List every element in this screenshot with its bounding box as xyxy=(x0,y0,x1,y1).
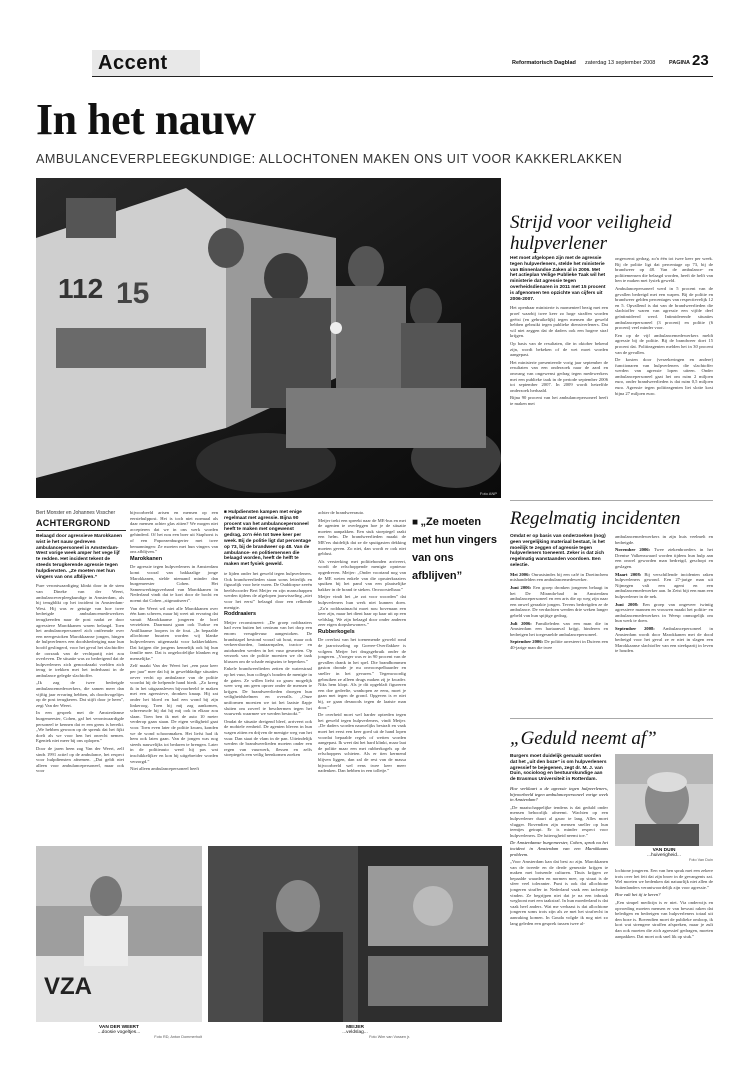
incident-text: Een groep van ongeveer twintig agressieve mannen en vrouwen maakt het politie- en ambulancemedewerkers in Weesp onmogelijk om hun werk te doen. xyxy=(615,601,713,624)
paragraph: „Ik zag de twee bedreigde ambulancemedewerkers, die samen meer dan vijftig jaar ervaring hebben, als doodsvogeltjes op de post terugkeren. Dat stijft door je heen”, zegt Van der Weert. xyxy=(36,680,124,708)
paragraph: Het ministerie presenteerde vorig jaar september de resultaten van een onderzoek naar de aard en omvang van ongewenst gedrag tegen medewerkers met een publieke taak in de periode september 2006 tot september 2007. In 2009 wordt hetzelfde onderzoek herhaald. xyxy=(510,359,608,393)
incident-date: Maart 2008: xyxy=(615,571,642,577)
incident-item xyxy=(615,626,713,654)
background-col1 xyxy=(36,534,124,844)
meijer-caption xyxy=(300,1025,410,1039)
background-col1-body xyxy=(36,583,124,776)
incident-text: De politie arresteert in Duiven een 40-jarige man die twee xyxy=(510,639,608,650)
headline: In het nauw xyxy=(36,95,256,144)
paragraph: De kosten door (verzekeringen en andere) functionaren van hulpverleners die slachtoffer werden van agressie lopen uiteen. Onder ambulancepersoneel gaat het om ruim 2 miljoen euro, onder brandweerlieden is dat ruim 0,5 miljoen euro. Agressie tegen politieagenten liet slotte kost bijna 27 miljoen euro. xyxy=(615,357,713,396)
portrait-image xyxy=(615,754,713,846)
paragraph: Niet alleen ambulancepersoneel heeft xyxy=(130,766,199,772)
paragraph: Een op de vijf ambulancemedewerkers meldt agressie bij de politie. Bij de brandweer doet 15 procent dat. Politieagenten melden het in 30 procent van de gevallen. xyxy=(615,332,713,355)
square-bullet-icon: ■ xyxy=(412,517,421,528)
col3-lead-text: Hulpdiensten kampen met enige regelmaat met agressie. Bijna 90 procent van het ambulancepersoneel heeft te maken met ongewenst gedrag, zo'n één tot twee keer per week. Bij de politie ligt dat percentage op 73, bij de brandweer op 48. Van de ambulance- en politiemensen die belaagd worden, heeft de helft te maken met fysiek geweld. xyxy=(224,510,311,568)
article1-title: Strijd voor veiligheid hulpverlener xyxy=(510,212,672,254)
achtergrond-rule xyxy=(36,530,126,531)
incident-date: Mei 2006: xyxy=(510,571,530,577)
paragraph: Pure verontwaardiging klinkt door in de stem van Dineke van der Weert, ambulanceverpleegkundige in Amsterdam, als hij terugblikt op het incident in Amsterdam-West. Hij was er getuige van hoe twee bedreigde ambulancemedewerkers terugkeerden naar de post nadat ze door agressieve Marokkanen waren belaagd. Toen het ambulancepersoneel zich ontfermde over een neergestoken Marokkaanse jongen, hingen de hulpverleners een doodsbedreiging naar hun hoofd geslingerd, voor het geval het slachtoffer de oorzaak van de vechtpartij niet zou overleven. De situatie was zo bedreigend dat de hulpverleners zich genoodzaakt voelden zich terug te trekken met het inderhaast in de ambulance gelegde slachtoffer. xyxy=(36,583,124,678)
paragraph: De overheid moet wel harder optreden tegen het geweld tegen hulpverleners, vindt Meijer. „De daders worden nauwelijks bestraft en vaak moet het eerst een keer goed uit de hand lopen voordat bepaalde regels of wetten worden aangepast. Ik weet dat het hard klinkt, maar laat de politie maar een met rubberkogels op de relschoppers schieten. Als er tien kermend blijven liggen, dan zal de rest van de massa bijvoorbeeld wel eens twee keer meer nadenken. Dan hebben in een tolletje.” xyxy=(318,712,406,774)
paragraph: Meijer trekt een spreekt naar de ME-bus en met de agenten te overleggen hoe je de situatie moeten aanpakken. Een stuk stoeptegel raakt een helm. De brandweerlieden maakt de ME'ers duidelijk dat ze de spuitgasten dekking moeten geven. Zo niet, dan wordt er ook niet geblust. xyxy=(318,517,406,557)
meijer-quote: ...veldslag... xyxy=(342,1030,368,1035)
incident-item xyxy=(615,547,713,569)
paragraph: bijvoorbeeld artsen en mensen op een eerstehulppost. Het is toch niet normaal als daar mensen achter glas zitten? We mogen niet accepteren dat we in ons werk worden gehinderd. Of het nou een boer uit Staphorst is of een Papoeaenburgerter met twee bemanningen: Ze moeten met hun vingers van ons afblijven.” xyxy=(130,510,218,555)
article3-col2 xyxy=(615,868,713,1058)
byline: Bert Monster en Johannes Visscher xyxy=(36,510,116,516)
paragraph: In een gesprek met de Amsterdamse burgemeester, Cohen, gaf het verontwaardigde personeel te kennen dat er een grens is bereikt. „We hebben gewoon op de spreuk dat het fijkt doelt als we voor hen het onrecht nemen. Egeniek niet meer bij ons oplopen.” xyxy=(36,710,124,744)
subhead: Marokkanen xyxy=(130,555,163,562)
meijer-photo xyxy=(208,846,502,1022)
incident-item xyxy=(615,572,713,600)
incident-item xyxy=(615,602,713,624)
van-duin-name: VAN DUIN xyxy=(652,848,676,853)
article2-col1 xyxy=(510,534,608,714)
background-lead: Belaagd door agressieve Marokkanen wist ie het nauw gedreven ambulancepersoneel in Amsterdam-West vorige week amper het vege lijf te redden. Het incident tekent de steeds terugkerende agressie tegen hulpdiensten. „Ze moeten met hun vingers van ons afblijven.” xyxy=(36,534,123,580)
subheadline: AMBULANCEVERPLEEGKUNDIGE: ALLOCHTONEN MAKEN ONS UIT VOOR KAKKERLAKKEN xyxy=(36,152,623,166)
incident-text: ambulancemedewerkers in zijn huis veelmelt en bedreigde. xyxy=(615,534,713,545)
article2-col2 xyxy=(615,534,713,714)
incident-date: Juli 2006: xyxy=(510,620,532,626)
article1-col2 xyxy=(615,256,713,496)
incident-date: September 2008: xyxy=(615,625,655,631)
paragraph: Van der Weert wil niet alle Marokkanen over één kam scheren, maar hij weet uit ervaring dat vanuit Marokkaanse jongeren de boel verziekten. Daarnaast gaan ook Turkse en Antilliaanse loopers in de fout. „In bepaalde allochtone buurten worden wij blanke hulpverleners uitgemaakt voor kakkerlakken. Dat krijgen die jongens kennelijk ook bij hun familie mee. Dat is ongeloofelijke blanken erg menselijke.” xyxy=(130,605,218,661)
van-der-weert-photo xyxy=(36,846,202,1022)
incident-item xyxy=(510,639,608,650)
incident-text: Familieleden van een man die in Amsterdam een hartaanval krijgt, hinderen en bedreigen het toegesnelde ambulancepersoneel. xyxy=(510,620,608,637)
meijer-credit: Foto Wim van Vossen jr. xyxy=(369,1035,410,1039)
paragraph: ongewenst gedrag, zo'n één tot twee keer per week. Bij de politie ligt dat percentage op 73, bij de brandweer op 48. Van de ambulance- en politiemensen die belaagd worden, heeft de helft van hen te maken met fysiek geweld. xyxy=(615,256,713,284)
svg-text:15: 15 xyxy=(116,277,150,310)
background-col3 xyxy=(224,510,312,845)
incident-text: Ambulancepersoneel in Amsterdam wordt door Marokkanen met de dood bedreigd voor het geval ze er niet in slagen een Marokkaanse slachtoffer van een steekpartij in leven te houden. xyxy=(615,625,713,654)
page-label: PAGINA xyxy=(669,60,690,66)
paragraph: te lijden onder het geweld tegen hulpverleners. Ook brandweerlieden staan soms letterlijk en figuurlijk voor hete vuren. De Ouddorpse zeeën beeldvoorder Bert Meijer en zijn manschappen werden tijdens de afgelopen jaarwisseling „niet voor het eerst” belaagd door een relkende menigte. xyxy=(224,570,312,610)
van-der-weert-caption xyxy=(36,1025,202,1039)
header-rule xyxy=(92,76,713,77)
question: Hoe verklaart u de agressie tegen hulpverleners, bijvoorbeeld tegen ambulancepersoneel vorige week in Amsterdam? xyxy=(510,785,608,803)
question: De Amsterdamse burgemeester, Cohen, sprak na het incident in Amsterdam van een Marokkaans probleem. xyxy=(510,840,608,857)
paragraph: achter de brandweerauto. xyxy=(318,510,365,515)
article2-rule xyxy=(510,500,713,501)
van-duin-quote: ...huiverigheid... xyxy=(647,853,681,858)
section-title: Accent xyxy=(98,52,168,74)
van-der-weert-quote: ...doosie vogeltjes... xyxy=(97,1030,141,1035)
main-photo-credit: Foto ANP xyxy=(479,491,497,496)
incident-text: Bij verschillende incidenten raken hulpverleners gewond. Een 27-jarige man uit Nijmegen valt een agent en een ambulancemedewerker aan. In Zeist bijt een man een hulpverlener in de nek. xyxy=(615,571,713,599)
article2-col1-body xyxy=(510,572,608,653)
incident-item xyxy=(510,585,608,619)
incident-item xyxy=(615,534,713,545)
paragraph: Meijer vindt het „te zot voor woorden” dat hulpverleners hun werk niet kunnen doen. „Zo'n roddraaimacht moet nou bovenaan een keer zijn, maar het dient haar op kaar uit op een veldslag. We zijn belaagd door onder anderen zeer eigen dorpsbewoners.” xyxy=(318,594,406,628)
article3-lead: Burgers moet duidelijk gemaakt worden dat het „uit den boze” is om hulpverleners agressief te bejegenen, zegt dr. M. J. van Duin, socioloog en bestuurskundige aan de Erasmus Universiteit in Rotterdam. xyxy=(510,754,607,783)
background-col2 xyxy=(130,510,218,845)
article3-col1-body xyxy=(510,786,608,928)
page-number: 23 xyxy=(692,52,709,69)
van-duin-credit: Foto Van Duin xyxy=(689,858,713,862)
article3-rule xyxy=(510,718,713,719)
answer: lochtone jongeren. Een van hen sprak met een zekere trots over het feit dat zijn broer in de gevangenis zat. Wel moeten we bedenken dat natuurlijk niet allen de buitenlanders verantwoordelijk zijn voor agressie.” xyxy=(615,868,713,890)
article1-lead: Het moet afgelopen zijn met de agressie tegen hulpverleners, stelde het ministerie van Binnenlandse Zaken al in 2006. Met het actieplan Veilige Publieke Taak wil het ministerie dat agressie tegen overheidsdienaren in 2011 met 15 procent is afgenomen ten opzichte van cijfers uit 2006-2007. xyxy=(510,256,606,302)
paragraph: De agressie tegen hulpverleners in Amsterdam komt vooral van bakkaalige jonge Marokkanen, stelde niemand minder dan burgemeester Cohen. Het Samenwerkingsverband van Marokkanen in Nederland vindt dat te kort door de bocht en noemt dat Cohen „stigmatiseert”. xyxy=(130,564,218,603)
van-duin-caption xyxy=(615,848,713,862)
paragraph: Het openbaar ministerie is momenteel bezig met een proef waarbij twee keer zo hoge straffen worden geëist (en gebruikelijk) tegen mensen die geweld hebben gebruikt tegen publieke dienstverleners. Dat wil niet zeggen dat de daders ook een hogere straf krijgen. xyxy=(510,305,608,339)
van-der-weert-name: VAN DER WEERT xyxy=(99,1025,139,1030)
answer: „Voor Amsterdam kan dat best zo zijn. Marokkanen van de tweede en de derde generatie krijgen te maken met botsende culturen. Thuis krijgen ze bepaalde waarden en normen mee, op straat is de sfeer veel toleranter. Punt is ook dat allochtone jongeren straffer in Nederland vaak een tachertije vinden. Ze begrijpen niet dat je na een inbraak wegloont met een taakstraf. In hun moederland is dat vaak heel anders. Wat me verbaast is dat allochtone jongeren soms trots zijn als ze met het strafrecht in aanraking komen. In Gouda volgde ik nog niet zo lang geleden een gesprek tussen twee al- xyxy=(510,859,608,926)
incident-date: Juni 2006: xyxy=(510,584,532,590)
background-col3-body xyxy=(224,571,312,760)
incident-item xyxy=(510,621,608,638)
square-bullet-icon: ■ xyxy=(224,510,229,515)
answer: „Een simpel medicijn is er niet. Via onderwijs en opvoeding moeten mensen er van bewust raken dat beledigen en bedreigen van hulpverleners totaal uit den boze is. Bovendien moet de publieke omloop, ik kort wat strengere straffen afspreken, maar je zult dan ook moeten die zich agressief gedragen, moeten aanpakken. Dat moet ook snel lik op stuk.” xyxy=(615,899,713,939)
article2-title: Regelmatig incidenten xyxy=(510,508,681,529)
pullquote xyxy=(412,512,502,584)
paragraph: De overlast van het toenemende geweld rond de jaarwisseling op Goeree-Overflakkee is volgens Meijer het drugsgebruik onder de jongeren. „Vroeger was er in 90 procent van de gevallen drank in het spel. Die brandbommen gaston dronde je nu onvoorspelbaarder en sneller in het gevaren.” Tegenwoordig gebruiken ze alleen drugs maken zij je kwader. Niks hem klopt. Als je dit opgeblaft figureren een doe gedeelte, wanhopen ze eens, moet je gaan met tegen de grond. Opgeven is er niet bij, ze gaan desnoods tegen de laatste man door.” xyxy=(318,637,406,710)
van-duin-photo xyxy=(615,754,713,846)
svg-text:112: 112 xyxy=(58,273,104,304)
paragraph: Meijer reconstrueert: „De groep roddraaiers had even buiten het centrum van het dorp een enorm vreugdevuur aangestoken. De brandstapel bestond vooral uit hout, maar ook verkeersborden, lantaarnpalen, tractor- en autobanden werden in het vuur gesmeten. Op verzoek van de politie moesten we de taak blussen om de schade enigszins te beperken.” xyxy=(224,619,312,664)
meijer-name: MEIJER xyxy=(346,1025,364,1030)
article3-col1 xyxy=(510,754,608,1054)
background-col4 xyxy=(318,510,406,845)
incident-date: November 2006: xyxy=(615,547,651,553)
subhead: Roddraaiers xyxy=(224,611,257,618)
meijer-image xyxy=(208,846,502,1022)
ambulance-scene-image xyxy=(36,178,501,498)
incident-text: Twee ziekenbroeders in het Drentse Valkenswaard worden tijdens hun hulp aan een onwel geworden man bedreigd, geschopt en geslagen. xyxy=(615,547,713,569)
incident-item xyxy=(510,572,608,583)
incident-text: Een groep dronken jongeren belaagt in het De Miranda-bad in Amsterdam ambulancepersoneel en een arts die op weg zijn naar een onwel geraakte jongen. Tevens bedreigden ze de ambulance. De verdachten werden drie weken langer gebeld van hun spijtige gedrag. xyxy=(510,584,608,618)
article1-col1 xyxy=(510,256,608,496)
question: Hoe valt het tij te keren? xyxy=(615,892,661,898)
van-der-weert-image xyxy=(36,846,202,1022)
background-col3-lead xyxy=(224,510,312,568)
answer: „De maatschappelijke tendens is dat geduld onder mensen behoorlijk afneemt. Wachten op een hulpverlener duurt al gauw te lang. Alles moet vlugger. Bovendien zijn mensen sneller op hun teentjes getrapt. Er is minder respect voor hulpverleners. De luttersgheid neemt toe.” xyxy=(510,804,608,838)
pullquote-text: „Ze moeten met hun vingers van ons afblijven” xyxy=(412,516,497,582)
achtergrond-label: ACHTERGROND xyxy=(36,518,111,528)
article1-col1-body xyxy=(510,305,608,408)
van-der-weert-credit: Foto RD, Anton Dommerholt xyxy=(154,1035,202,1039)
paragraph: Enkele brandweerlieden zetten de waterstraal op het vuur, hun collega's bouden de menigte in de gaten. Ze willen liefst zo gauw mogelijk weer weg om geen oproer onder de mensen te krijgen. De brandweerlieden droegen hun veiligheidshelmen en overalls. „Onze uniformen moesten we tot het laatste flapje sluiten om zoveel te beschermen tegen het vuurwerk waarmee we werden bestookt.” xyxy=(224,666,312,717)
paragraph: Ambulancepersoneel werd in 5 procent van de gevallen bedreigd met een wapen. Bij de politie en brandweer gelden percentages van respectievelijk 12 en 5. Opvallend is dat van de brandweerlieden die slachtoffer waren van agressie een vijfde deel geïntimideerd werd. Intimiderende situaties ambulancepersoneel (3 procent) en politie (6 procent) veel minder voor. xyxy=(615,285,713,331)
newspaper-name: Reformatorisch Dagblad xyxy=(512,60,576,66)
paragraph: Zelf maakt Van der Weert het „een paar keer per jaar” mee dat hij in gewelddadige situaties oever vecht op ambulance van de politie voordat hij de helpende hand biedt. „Zo kreeg ik in het uitgaansleven bijvoorbeeld te maken met een agressieve, dronken knaap. Hij zat onder het bloed en had een wond bij zijn linkeroog. Toen hij mij zag aankomen, schreeuwde hij dat hij mij ook in elkaar zou slaan. Toen ben ik met de auto 10 meter verderop gaan staan. De eigen veiligheid gaat voor. Toen even later de politie kwam, konden we de wond schoonmaken. Het liefst had ik hem ook laten gaan. Van de jongen was nog steeds nauwelijks tot bedaren te brengen. Later in de politieauto werd hij pas wat inschikkelijker en kon hij uitgebreider worden verzorgd.” xyxy=(130,663,218,764)
main-photo xyxy=(36,178,501,498)
paragraph: Door de jaren heen zag Van der Weert, zelf sinds 1991 actief op de ambulance, het respect voor hulpdiensten afnemen. „Dat geldt niet alleen voor ambulancepersoneel, maar ook voor xyxy=(36,746,124,774)
paragraph: Als versterking met politiehonden arriveert, wordt de relschoppende menigte opnieuw opgedreven. Meijer: „Onder voortand nog van de ME weten enkele van die opruierkraaiers spuiken bij het pand van een plaatselijke bakker in de brand te steken. Onvoorstelbaar.” xyxy=(318,558,406,592)
paragraph: Omdat de situatie dreigend bleef, arriveert ook de mobiele eenheid. De agenten bleven in hun wagen zitten en drijven de menigte weg van het vuur. Dan staat de vlam in de pan. Uiteindelijk werden de brandweerlieden moeten onder een regen van vuurwerk, flessen en zelfs stoeptegels een veilig heenkomen zoeken xyxy=(224,718,312,758)
subhead: Rubberkogels xyxy=(318,628,355,635)
incident-text: Onrustsindes bij een café in Doetinchem mishandelden een ambulancemedewerker. xyxy=(510,571,608,583)
incident-date: September 2006: xyxy=(510,639,544,645)
article3-title: „Geduld neemt af” xyxy=(510,728,657,749)
header-date: zaterdag 13 september 2008 xyxy=(585,60,656,66)
svg-text:VZA: VZA xyxy=(44,973,92,1000)
paragraph: Bijna 90 procent van het ambulancepersoneel heeft te maken met xyxy=(510,395,608,406)
paragraph: Op basis van de resultaten, die in oktober bekend zijn, wordt bekeken of de wet moet worden aangepast. xyxy=(510,340,608,358)
article2-lead: Omdat er op basis van onderzoeken (nog) geen vergelijking materiaal bestaat, is het moeilijk te zeggen of agressie tegen hulpverleners toeneemt. Zeker is dat zich regelmatig wanstaanden voordoen. Een selectie. xyxy=(510,534,606,568)
incident-date: Juni 2008: xyxy=(615,601,639,607)
